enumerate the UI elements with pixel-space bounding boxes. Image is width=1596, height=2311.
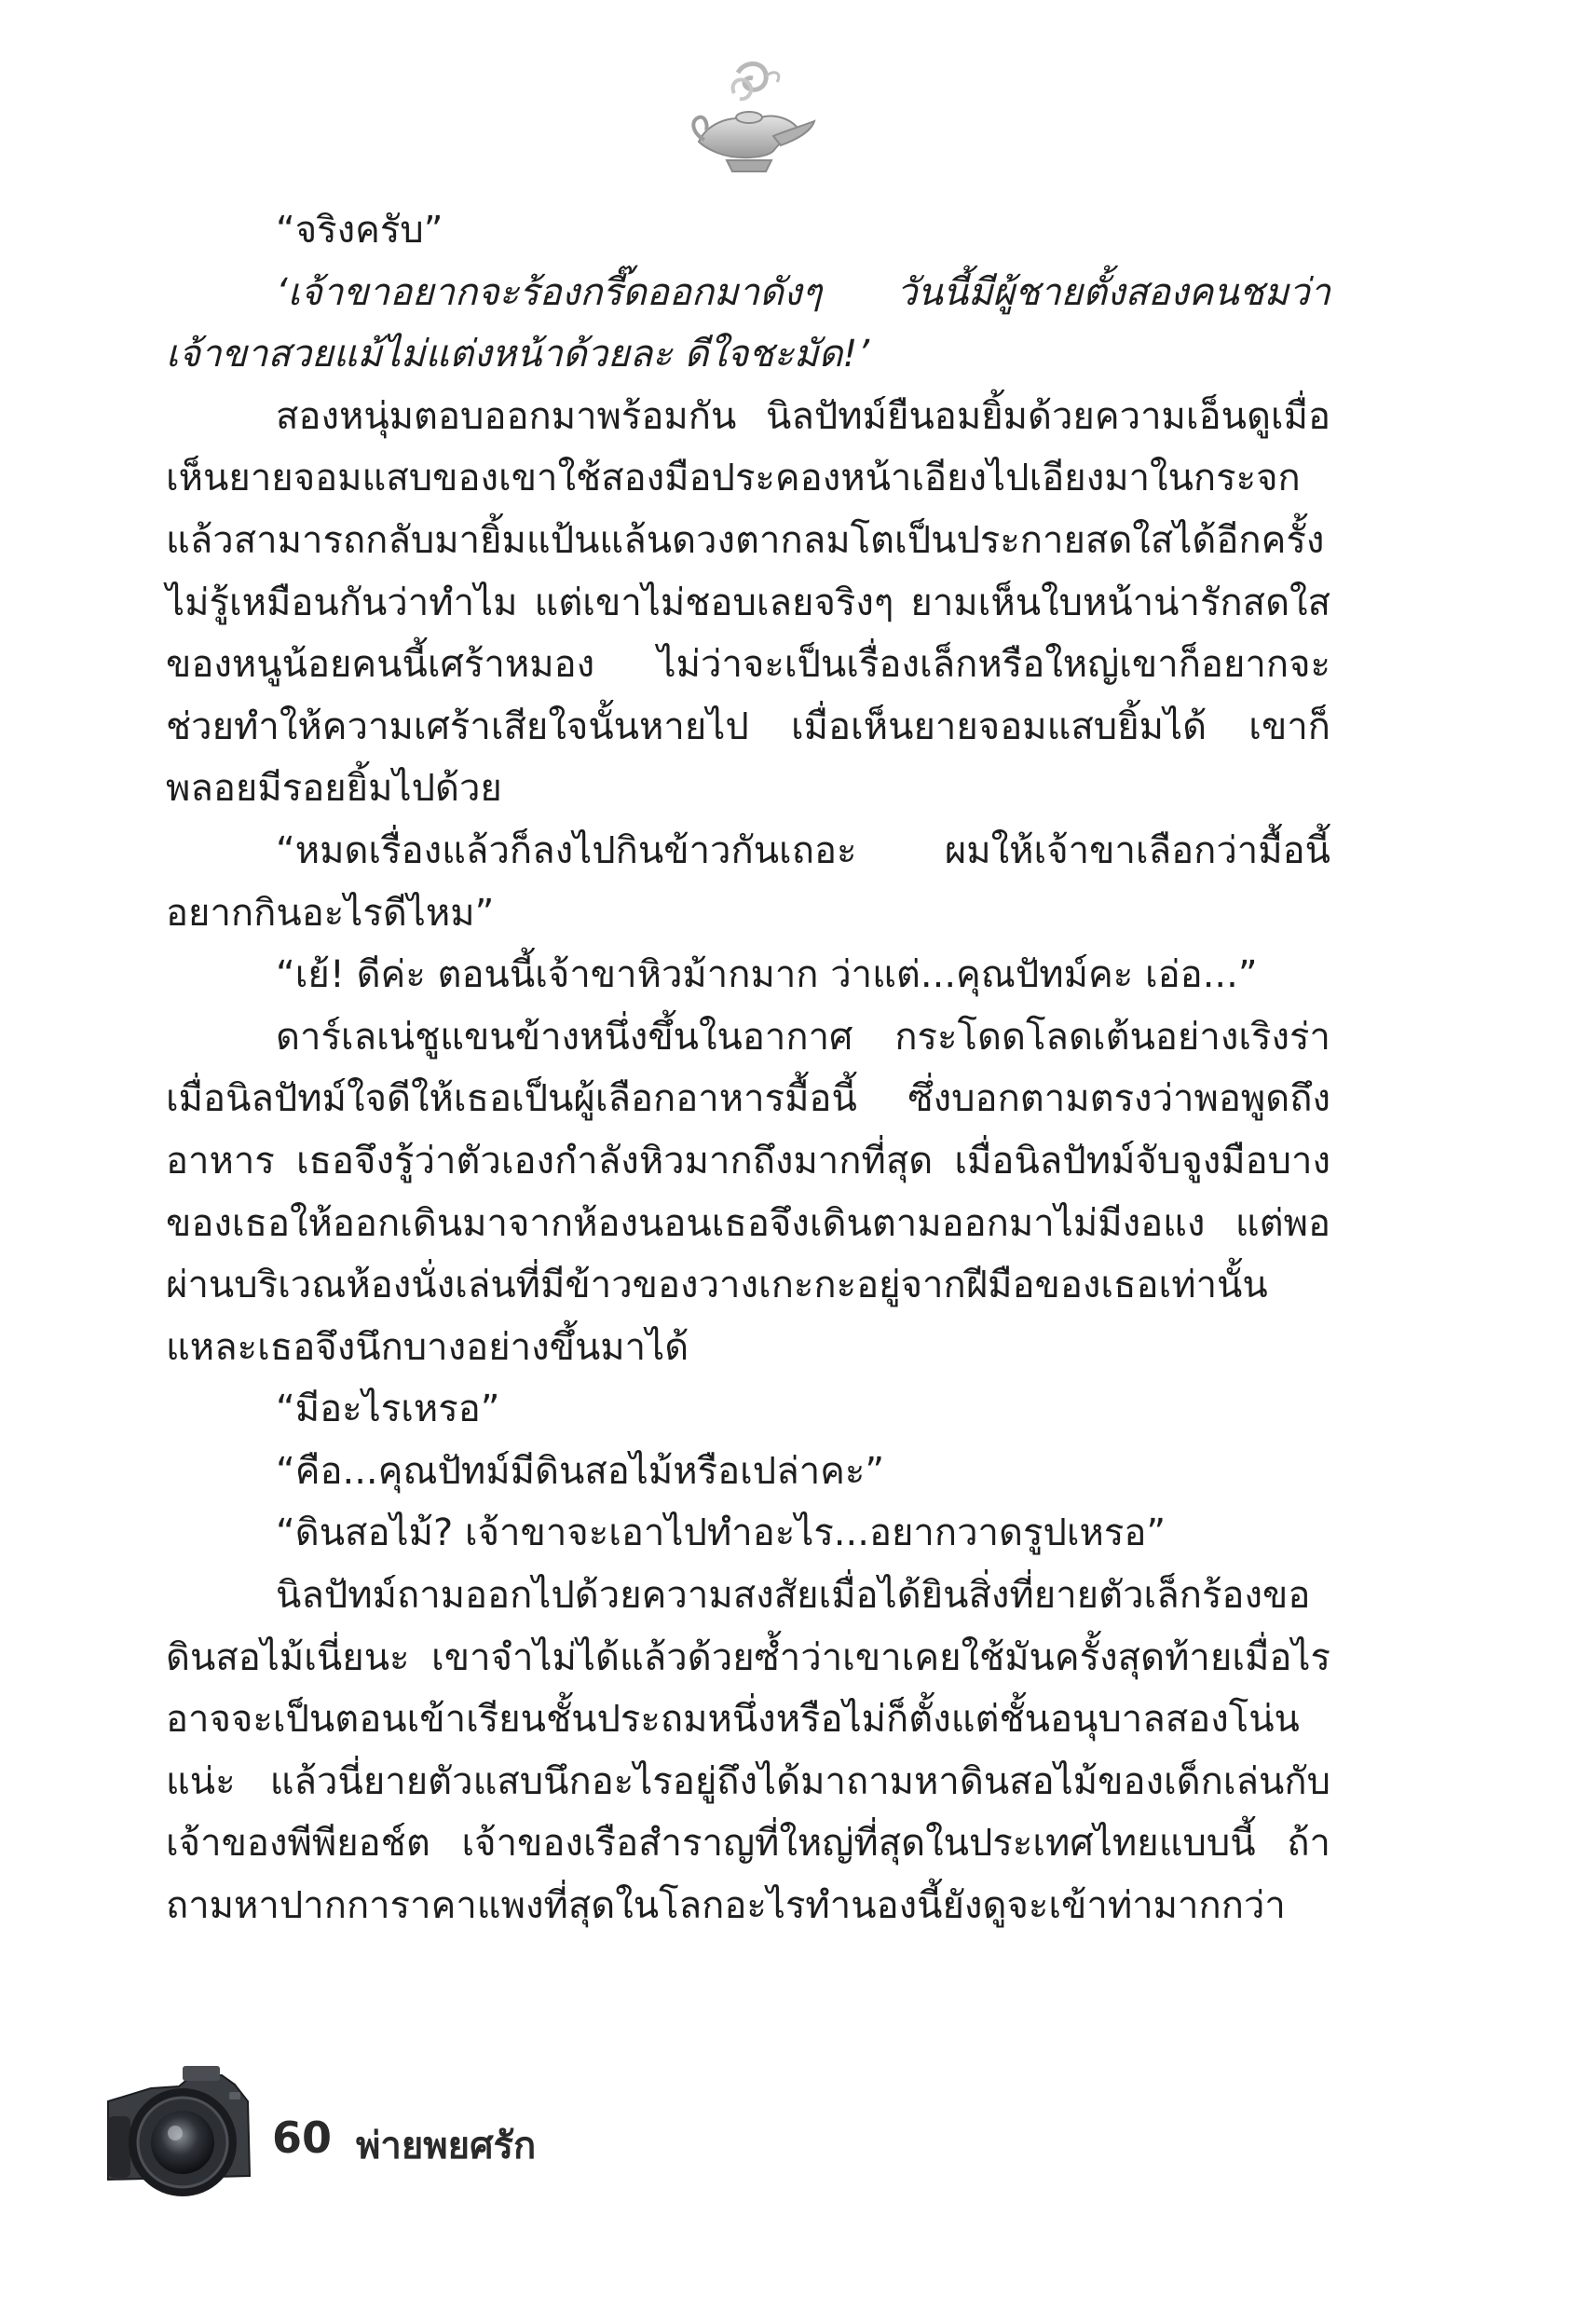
paragraph: “มีอะไรเหรอ” [276, 1388, 500, 1431]
paragraph: “เย้! ดีค่ะ ตอนนี้เจ้าขาหิวม้ากมาก ว่าแต่...คุณปัทม์คะ เอ่อ...” [276, 953, 1258, 997]
genie-lamp-icon [680, 56, 820, 186]
paragraph: สองหนุ่มตอบออกมาพร้อมกัน นิลปัทม์ยืนอมยิ้มด้วยความเอ็นดูเมื่อเห็นยายจอมแสบของเขาใช้สองมือประคองหน้าเอียงไปเอียงมาในกระจกแล้วสามารถกลับมายิ้มแป้นแล้นดวงตากลมโตเป็นประกายสดใสได้อีกครั้ง ไม่รู้เหมือนกันว่าทำไม แต่เขาไม่ชอบเลยจริงๆ ยามเห็นใบหน้าน่ารักสดใสของหนูน้อยคนนี้เศร้าหมอง ไม่ว่าจะเป็นเรื่องเล็กหรือใหญ่เขาก็อยากจะช่วยทำให้ความเศร้าเสียใจนั้นหายไป เมื่อเห็นยายจอมแสบยิ้มได้ เขาก็พลอยมีรอยยิ้มไปด้วย [166, 394, 1330, 811]
paragraph: “คือ...คุณปัทม์มีดินสอไม้หรือเปล่าคะ” [276, 1449, 885, 1493]
book-title: พ่ายพยศรัก [356, 2125, 537, 2167]
paragraph: “ดินสอไม้? เจ้าขาจะเอาไปทำอะไร...อยากวาดรูปเหรอ” [276, 1511, 1166, 1555]
paragraph: “จริงครับ” [276, 209, 443, 252]
page-footer [0, 2064, 1596, 2250]
paragraph: ดาร์เลเน่ชูแขนข้างหนึ่งขึ้นในอากาศ กระโดดโลดเต้นอย่างเริงร่าเมื่อนิลปัทม์ใจดีให้เธอเป็นผู้เลือกอาหารมื้อนี้ ซึ่งบอกตามตรงว่าพอพูดถึงอาหาร เธอจึงรู้ว่าตัวเองกำลังหิวมากถึงมากที่สุด เมื่อนิลปัทม์จับจูงมือบางของเธอให้ออกเดินมาจากห้องนอนเธอจึงเดินตามออกมาไม่มีงอแง แต่พอผ่านบริเวณห้องนั่งเล่นที่มีข้าวของวางเกะกะอยู่จากฝีมือของเธอเท่านั้นแหละเธอจึงนึกบางอย่างขึ้นมาได้ [166, 1015, 1330, 1369]
camera-icon [89, 2064, 263, 2204]
paragraph: “หมดเรื่องแล้วก็ลงไปกินข้าวกันเถอะ ผมให้เจ้าขาเลือกว่ามื้อนี้อยากกินอะไรดีไหม” [166, 828, 1330, 935]
paragraph: นิลปัทม์ถามออกไปด้วยความสงสัยเมื่อได้ยินสิ่งที่ยายตัวเล็กร้องขอดินสอไม้เนี่ยนะ เขาจำไม่ได้แล้วด้วยซ้ำว่าเขาเคยใช้มันครั้งสุดท้ายเมื่อไรอาจจะเป็นตอนเข้าเรียนชั้นประถมหนึ่งหรือไม่ก็ตั้งแต่ชั้นอนุบาลสองโน่นแน่ะ แล้วนี่ยายตัวแสบนึกอะไรอยู่ถึงได้มาถามหาดินสอไม้ของเด็กเล่นกับเจ้าของพีพียอช์ต เจ้าของเรือสำราญที่ใหญ่ที่สุดในประเทศไทยแบบนี้ ถ้าถามหาปากการาคาแพงที่สุดในโลกอะไรทำนองนี้ยังดูจะเข้าท่ามากกว่า [166, 1574, 1330, 1928]
body-text [166, 199, 1330, 1937]
paragraph: ‘เจ้าขาอยากจะร้องกรี๊ดออกมาดังๆ วันนี้มีผู้ชายตั้งสองคนชมว่าเจ้าขาสวยแม้ไม่แต่งหน้าด้วยละ ดีใจชะมัด!’ [166, 270, 1330, 376]
page-number: 60 [272, 2113, 333, 2163]
